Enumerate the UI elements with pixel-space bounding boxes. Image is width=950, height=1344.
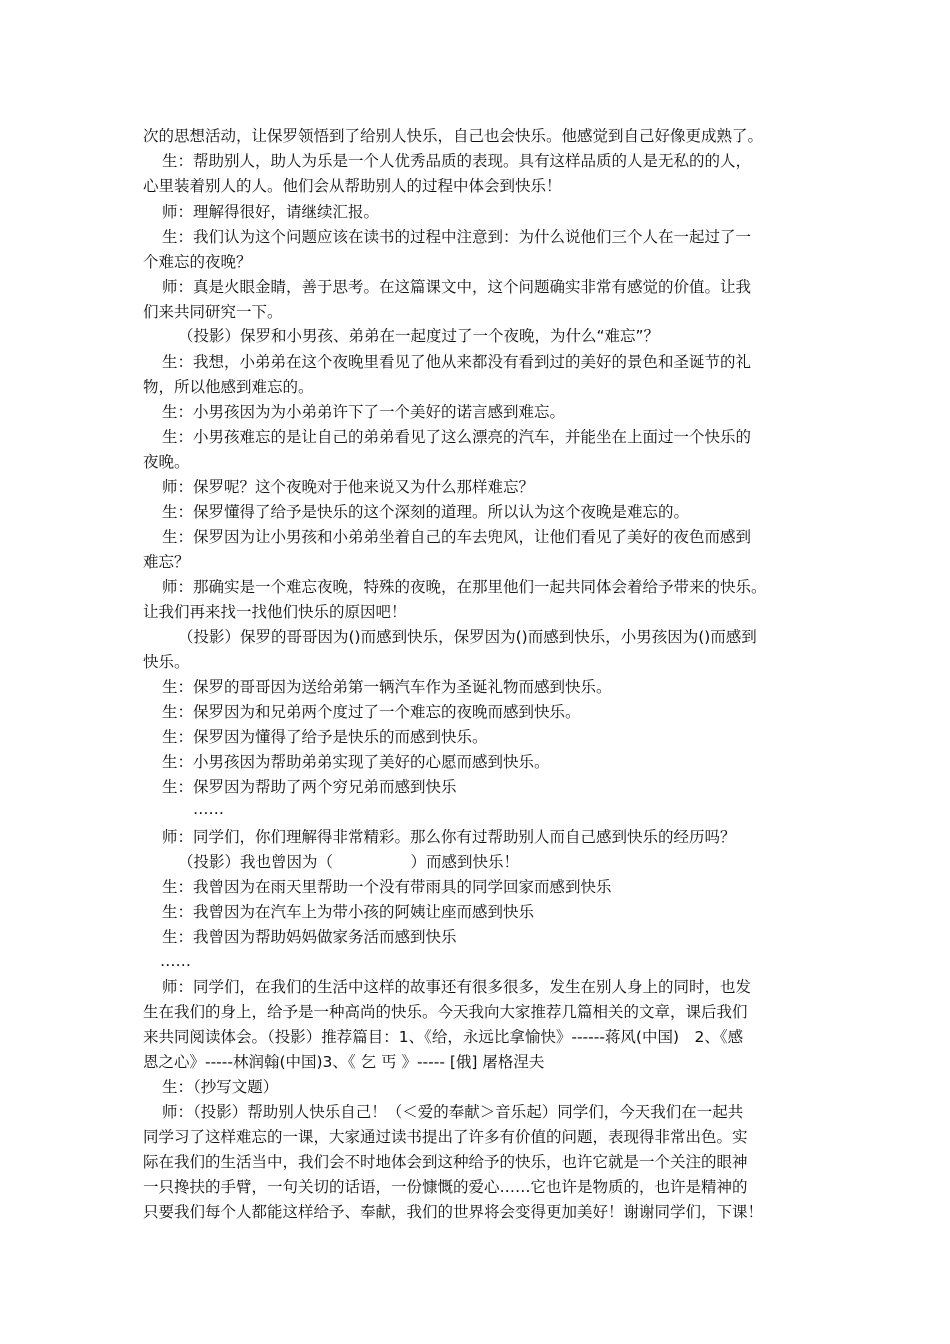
text-line: 生：保罗懂得了给予是快乐的这个深刻的道理。所以认为这个夜晚是难忘的。: [162, 503, 690, 521]
text-line: 际在我们的生活当中，我们会不时地体会到这种给予的快乐，也许它就是一个关注的眼神: [143, 1153, 748, 1171]
text-line: 生：我曾因为帮助妈妈做家务活而感到快乐: [162, 928, 457, 946]
text-line: （投影）保罗和小男孩、弟弟在一起度过了一个夜晚，为什么“难忘”？: [178, 327, 660, 345]
text-line: 生：小男孩难忘的是让自己的弟弟看见了这么漂亮的汽车，并能坐在上面过一个快乐的: [162, 428, 752, 446]
text-line: 次的思想活动，让保罗领悟到了给别人快乐，自己也会快乐。他感觉到自己好像更成熟了。: [143, 127, 764, 145]
text-line: 只要我们每个人都能这样给予、奉献，我们的世界将会变得更加美好！谢谢同学们，下课！: [143, 1203, 764, 1221]
text-line: 师：真是火眼金睛，善于思考。在这篇课文中，这个问题确实非常有感觉的价值。让我: [162, 278, 752, 296]
text-line: 生：我曾因为在汽车上为带小孩的阿姨让座而感到快乐: [162, 903, 535, 921]
text-line: ……: [193, 800, 224, 818]
text-line: 师：那确实是一个难忘夜晚，特殊的夜晚，在那里他们一起共同体会着给予带来的快乐。: [162, 578, 767, 596]
text-line: 生：帮助别人，助人为乐是一个人优秀品质的表现。具有这样品质的人是无私的的人，: [162, 152, 752, 170]
text-line: 恩之心》-----林润翰(中国)3、《 乞 丐 》----- [俄] 屠格涅夫: [143, 1053, 545, 1071]
text-line: 师：同学们，在我们的生活中这样的故事还有很多很多，发生在别人身上的同时，也发: [162, 978, 752, 996]
text-line: 生：（抄写文题）: [162, 1078, 279, 1096]
text-line: 生：保罗因为和兄弟两个度过了一个难忘的夜晚而感到快乐。: [162, 703, 581, 721]
text-line: 个难忘的夜晚？: [143, 253, 252, 271]
text-line: 生：小男孩因为帮助弟弟实现了美好的心愿而感到快乐。: [162, 753, 550, 771]
text-line: 生：小男孩因为为小弟弟许下了一个美好的诺言感到难忘。: [162, 403, 566, 421]
text-line: 生：保罗因为让小男孩和小弟弟坐着自己的车去兜风，让他们看见了美好的夜色而感到: [162, 528, 752, 546]
text-line: 心里装着别人的人。他们会从帮助别人的过程中体会到快乐！: [143, 177, 562, 195]
text-line: 师：（投影）帮助别人快乐自己！（＜爱的奉献＞音乐起）同学们，今天我们在一起共: [162, 1103, 744, 1121]
text-line: 生：保罗因为帮助了两个穷兄弟而感到快乐: [162, 778, 457, 796]
text-line: 生：我曾因为在雨天里帮助一个没有带雨具的同学回家而感到快乐: [162, 878, 612, 896]
text-line: 一只搀扶的手臂，一句关切的话语，一份慷慨的爱心……它也许是物质的，也许是精神的: [143, 1178, 748, 1196]
text-line: 生：我们认为这个问题应该在读书的过程中注意到：为什么说他们三个人在一起过了一: [162, 228, 752, 246]
text-line: 生：保罗因为懂得了给予是快乐的而感到快乐。: [162, 728, 488, 746]
text-line: （投影）我也曾因为（ ）而感到快乐！: [178, 853, 520, 871]
text-line: 来共同阅读体会。（投影）推荐篇目：1、《给，永远比拿愉快》------蒋风(中国) 2、《感: [143, 1028, 744, 1046]
text-line: （投影）保罗的哥哥因为()而感到快乐，保罗因为()而感到快乐，小男孩因为()而感到: [178, 628, 757, 646]
text-line: 师：保罗呢？这个夜晚对于他来说又为什么那样难忘？: [162, 478, 535, 496]
text-line: 生：保罗的哥哥因为送给弟第一辆汽车作为圣诞礼物而感到快乐。: [162, 678, 612, 696]
text-line: ……: [160, 952, 191, 970]
text-line: 让我们再来找一找他们快乐的原因吧！: [143, 603, 407, 621]
text-line: 师：理解得很好，请继续汇报。: [162, 203, 380, 221]
text-line: 难忘？: [143, 553, 190, 571]
text-line: 快乐。: [143, 653, 190, 671]
text-line: 物，所以他感到难忘的。: [143, 378, 314, 396]
text-line: 们来共同研究一下。: [143, 303, 283, 321]
text-line: 夜晚。: [143, 453, 190, 471]
text-line: 师：同学们，你们理解得非常精彩。那么你有过帮助别人而自己感到快乐的经历吗？: [162, 828, 736, 846]
text-line: 生：我想，小弟弟在这个夜晚里看见了他从来都没有看到过的美好的景色和圣诞节的礼: [162, 353, 752, 371]
text-line: 同学习了这样难忘的一课，大家通过读书提出了许多有价值的问题，表现得非常出色。实: [143, 1128, 748, 1146]
text-line: 生在我们的身上，给予是一种高尚的快乐。今天我向大家推荐几篇相关的文章，课后我们: [143, 1003, 748, 1021]
